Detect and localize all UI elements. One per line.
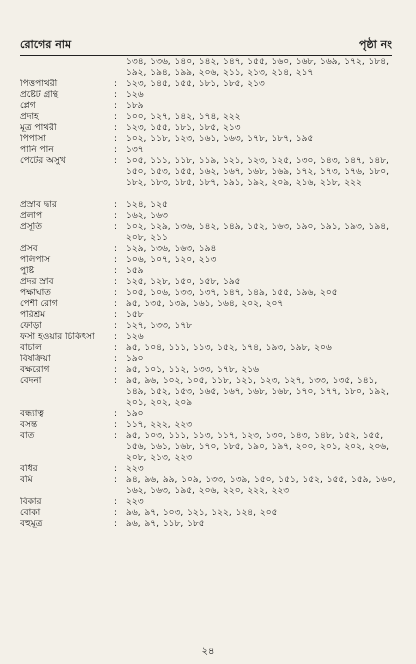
entry-separator: : bbox=[114, 431, 118, 441]
index-entry bbox=[20, 508, 400, 519]
index-entry bbox=[20, 244, 400, 255]
entry-page-list: ১৩৪, ১৩৬, ১৪০, ১৪২, ১৪৭, ১৫৫, ১৬০, ১৬৮, ১৬৯, ১৭২, ১৮৪, ১৯২, ১৯৪, ১৯৯, ২০৬, ২১১, ২১৩, ২১৪, ২১৭ bbox=[126, 57, 389, 78]
entry-separator: : bbox=[114, 255, 118, 265]
index-entry bbox=[20, 145, 400, 156]
entry-disease-name: পিপাসা bbox=[20, 134, 46, 144]
entry-page-list: ১৫৮ bbox=[126, 310, 144, 320]
entry-disease-name: পানি পান bbox=[20, 145, 54, 155]
entry-disease-name: বহুমূত্র bbox=[20, 519, 43, 529]
entry-separator: : bbox=[114, 79, 118, 89]
index-entry bbox=[20, 310, 400, 321]
entry-separator: : bbox=[114, 332, 118, 342]
index-entry bbox=[20, 255, 400, 266]
entry-disease-name: প্রলাপ bbox=[20, 211, 43, 221]
entry-separator: : bbox=[114, 365, 118, 375]
index-entry bbox=[20, 57, 400, 79]
index-entry bbox=[20, 266, 400, 277]
index-entry bbox=[20, 277, 400, 288]
entry-page-list: ১২৯, ১৩৬, ১৬৩, ১৯৪ bbox=[126, 244, 217, 254]
index-list bbox=[20, 57, 400, 530]
entry-disease-name: বাত bbox=[20, 431, 35, 441]
entry-separator: : bbox=[114, 266, 118, 276]
entry-page-list: ৯৫, ৯৬, ১০২, ১০৫, ১১৮, ১২১, ১২৩, ১২৭, ১৩৩, ১৩৫, ১৪১, ১৪৯, ১৫২, ১৫৩, ১৬৫, ১৬৭, ১৬৮, ১৬৮, ১৭০, ১৭৭, ১৮০, ১৯২, ২০১, ২০২, ২০৯ bbox=[126, 376, 389, 408]
index-entry bbox=[20, 321, 400, 332]
entry-page-list: ১০৫, ১১১, ১১৮, ১১৯, ১২১, ১২৩, ১২৫, ১৩০, ১৪৩, ১৪৭, ১৪৮, ১৫০, ১৫৩, ১৫৫, ১৬২, ১৬৭, ১৬৮, ১৬৯, ১৭২, ১৭৩, ১৭৬, ১৮০, ১৮২, ১৮৩, ১৮৫, ১৮৭, ১৯১, ১৯২, ২০৯, ২১৬, ২১৮, ২২২ bbox=[126, 156, 389, 188]
entry-page-list: ১০৫, ১০৬, ১৩৩, ১৩৭, ১৪৭, ১৪৯, ১৫৫, ১৯৬, ২০৫ bbox=[126, 288, 338, 298]
entry-disease-name bbox=[20, 57, 114, 79]
entry-separator: : bbox=[114, 475, 118, 485]
entry-disease-name: বাচাল bbox=[20, 343, 42, 353]
entry-separator: : bbox=[114, 299, 118, 309]
index-entry bbox=[20, 497, 400, 508]
entry-page-list: ১৯০ bbox=[126, 354, 144, 364]
entry-page-list: ১২৪, ১২৫ bbox=[126, 200, 168, 210]
entry-page-list: ১০০, ১২৭, ১৪২, ১৭৪, ২২২ bbox=[126, 112, 241, 122]
entry-disease-name: মূত্র পাথরী bbox=[20, 123, 57, 133]
index-entry bbox=[20, 354, 400, 365]
entry-page-list: ১২৬ bbox=[126, 90, 144, 100]
entry-separator: : bbox=[114, 420, 118, 430]
entry-separator: : bbox=[114, 90, 118, 100]
entry-separator: : bbox=[114, 112, 118, 122]
entry-page-list bbox=[126, 189, 400, 200]
index-entry bbox=[20, 464, 400, 475]
index-entry bbox=[20, 200, 400, 211]
entry-page-list: ৯৬, ৯৭, ১১৮, ১৮৫ bbox=[126, 519, 205, 529]
entry-disease-name bbox=[20, 189, 114, 200]
index-entry bbox=[20, 79, 400, 90]
entry-disease-name: বিষক্রিয়া bbox=[20, 354, 51, 364]
header-page-number: পৃষ্ঠা নং bbox=[359, 38, 392, 51]
entry-disease-name: বমি bbox=[20, 475, 33, 485]
entry-separator: : bbox=[114, 277, 118, 287]
entry-separator: : bbox=[114, 508, 118, 518]
entry-disease-name: ফর্সা হওয়ার চিকিৎসা bbox=[20, 332, 95, 342]
entry-disease-name: পিত্তপাথরী bbox=[20, 79, 58, 89]
index-entry bbox=[20, 112, 400, 123]
index-entry bbox=[20, 332, 400, 343]
entry-separator: : bbox=[114, 222, 118, 232]
entry-page-list: ৯৫, ১০৪, ১১১, ১১৩, ১৫২, ১৭৪, ১৯৩, ১৯৮, ২০৬ bbox=[126, 343, 332, 353]
entry-disease-name: বধির bbox=[20, 464, 38, 474]
index-entry bbox=[20, 222, 400, 244]
entry-separator: : bbox=[114, 288, 118, 298]
index-entry bbox=[20, 365, 400, 376]
entry-separator: : bbox=[114, 156, 118, 166]
index-entry bbox=[20, 409, 400, 420]
index-entry bbox=[20, 90, 400, 101]
entry-disease-name: পুষ্টি bbox=[20, 266, 35, 276]
entry-disease-name: প্রস্রাব দ্বার bbox=[20, 200, 57, 210]
header-disease-name: রোগের নাম bbox=[20, 38, 72, 51]
entry-separator: : bbox=[114, 200, 118, 210]
entry-disease-name: পেশী রোগ bbox=[20, 299, 58, 309]
entry-page-list: ১৬২, ১৬৩ bbox=[126, 211, 168, 221]
entry-disease-name: বিকার bbox=[20, 497, 42, 507]
entry-separator: : bbox=[114, 464, 118, 474]
index-entry bbox=[20, 475, 400, 497]
entry-separator: : bbox=[114, 497, 118, 507]
entry-separator: : bbox=[114, 134, 118, 144]
entry-disease-name: প্রসব bbox=[20, 244, 38, 254]
entry-separator: : bbox=[114, 519, 118, 529]
header-rule bbox=[20, 55, 392, 56]
entry-separator bbox=[114, 189, 126, 200]
entry-page-list: ৯৫, ১০১, ১১২, ১৩৩, ১৭৮, ২১৬ bbox=[126, 365, 259, 375]
entry-separator bbox=[114, 57, 126, 79]
entry-disease-name: পরিশ্রম bbox=[20, 310, 46, 320]
entry-disease-name: প্রসূতি bbox=[20, 222, 42, 232]
entry-page-list: ২২৩ bbox=[126, 464, 144, 474]
entry-page-list: ৯৬, ৯৭, ১০৩, ১২১, ১২২, ১২৪, ২০৫ bbox=[126, 508, 278, 518]
entry-page-list: ১২৩, ১৪৫, ১৫৫, ১৮১, ১৮৫, ২১৩ bbox=[126, 79, 265, 89]
entry-page-list: ১০৬, ১০৭, ১২০, ২১৩ bbox=[126, 255, 217, 265]
entry-separator: : bbox=[114, 409, 118, 419]
entry-page-list: ১০২, ১১৮, ১২৩, ১৬১, ১৬৩, ১৭৮, ১৮৭, ১৯৫ bbox=[126, 134, 314, 144]
index-entry bbox=[20, 123, 400, 134]
index-entry bbox=[20, 376, 400, 409]
entry-page-list: ১৫৯ bbox=[126, 266, 144, 276]
entry-page-list: ১২৩, ১৫৫, ১৮১, ১৮৫, ২১৩ bbox=[126, 123, 241, 133]
index-entry bbox=[20, 431, 400, 464]
entry-disease-name: প্রদর স্রাব bbox=[20, 277, 54, 287]
entry-page-list: ১৯০ bbox=[126, 409, 144, 419]
index-entry bbox=[20, 211, 400, 222]
entry-separator: : bbox=[114, 310, 118, 320]
index-entry bbox=[20, 519, 400, 530]
entry-page-list: ৯৫, ১০৩, ১১১, ১১৩, ১১৭, ১২৩, ১৩০, ১৪৩, ১৪৮, ১৫২, ১৫৫, ১৫৬, ১৬১, ১৬৮, ১৭০, ১৮৫, ১৯০, ১৯৭, ২০০, ২০১, ২০২, ২০৬, ২০৮, ২১৩, ২২৩ bbox=[126, 431, 390, 463]
entry-disease-name: বসন্ত bbox=[20, 420, 38, 430]
index-entry bbox=[20, 101, 400, 112]
index-entry bbox=[20, 299, 400, 310]
entry-disease-name: পলিপাস bbox=[20, 255, 51, 265]
index-entry bbox=[20, 343, 400, 354]
index-entry bbox=[20, 156, 400, 189]
entry-separator: : bbox=[114, 321, 118, 331]
entry-disease-name: বক্ষরোগ bbox=[20, 365, 50, 375]
entry-disease-name: পক্ষাঘাত bbox=[20, 288, 51, 298]
entry-page-list: ১১৭, ২২২, ২২৩ bbox=[126, 420, 193, 430]
entry-separator: : bbox=[114, 101, 118, 111]
page-number: ২৪ bbox=[201, 646, 215, 657]
entry-separator: : bbox=[114, 211, 118, 221]
entry-page-list: ১২৫, ১২৮, ১৫০, ১৫৮, ১৯৫ bbox=[126, 277, 241, 287]
index-entry bbox=[20, 288, 400, 299]
entry-page-list: ১০২, ১২৯, ১৩৬, ১৪২, ১৪৯, ১৫২, ১৬৩, ১৯০, ১৯১, ১৯৩, ১৯৪, ২০৮, ২১১ bbox=[126, 222, 389, 243]
entry-separator: : bbox=[114, 376, 118, 386]
entry-disease-name: বন্ধ্যাত্ব bbox=[20, 409, 44, 419]
index-entry bbox=[20, 420, 400, 431]
entry-disease-name: প্রষ্টেট গ্রন্থি bbox=[20, 90, 59, 100]
entry-disease-name: প্লেগ bbox=[20, 101, 36, 111]
entry-page-list: ১৮৯ bbox=[126, 101, 144, 111]
entry-disease-name: পেটের অসুখ bbox=[20, 156, 66, 166]
entry-page-list: ১২৭, ১৩৩, ১৭৮ bbox=[126, 321, 193, 331]
entry-separator: : bbox=[114, 123, 118, 133]
entry-page-list: ১৩৭ bbox=[126, 145, 144, 155]
entry-page-list: ২২৩ bbox=[126, 497, 144, 507]
entry-disease-name: প্রদাহ bbox=[20, 112, 39, 122]
index-entry bbox=[20, 134, 400, 145]
entry-page-list: ৯৪, ৯৬, ৯৯, ১০৯, ১৩৩, ১৩৯, ১৫০, ১৫১, ১৫২, ১৫৫, ১৫৯, ১৬০, ১৬২, ১৬৩, ১৯৫, ২০৬, ২২০, ২২২, ২২৩ bbox=[126, 475, 396, 496]
entry-page-list: ১২৬ bbox=[126, 332, 144, 342]
entry-separator: : bbox=[114, 354, 118, 364]
entry-disease-name: ফোড়া bbox=[20, 321, 42, 331]
entry-disease-name: বোকা bbox=[20, 508, 41, 518]
entry-disease-name: বেদনা bbox=[20, 376, 42, 386]
entry-separator: : bbox=[114, 244, 118, 254]
entry-page-list: ৯৫, ১৩৫, ১৩৯, ১৬১, ১৬৪, ২০২, ২০৭ bbox=[126, 299, 284, 309]
entry-separator: : bbox=[114, 343, 118, 353]
index-entry bbox=[20, 189, 400, 200]
entry-separator: : bbox=[114, 145, 118, 155]
